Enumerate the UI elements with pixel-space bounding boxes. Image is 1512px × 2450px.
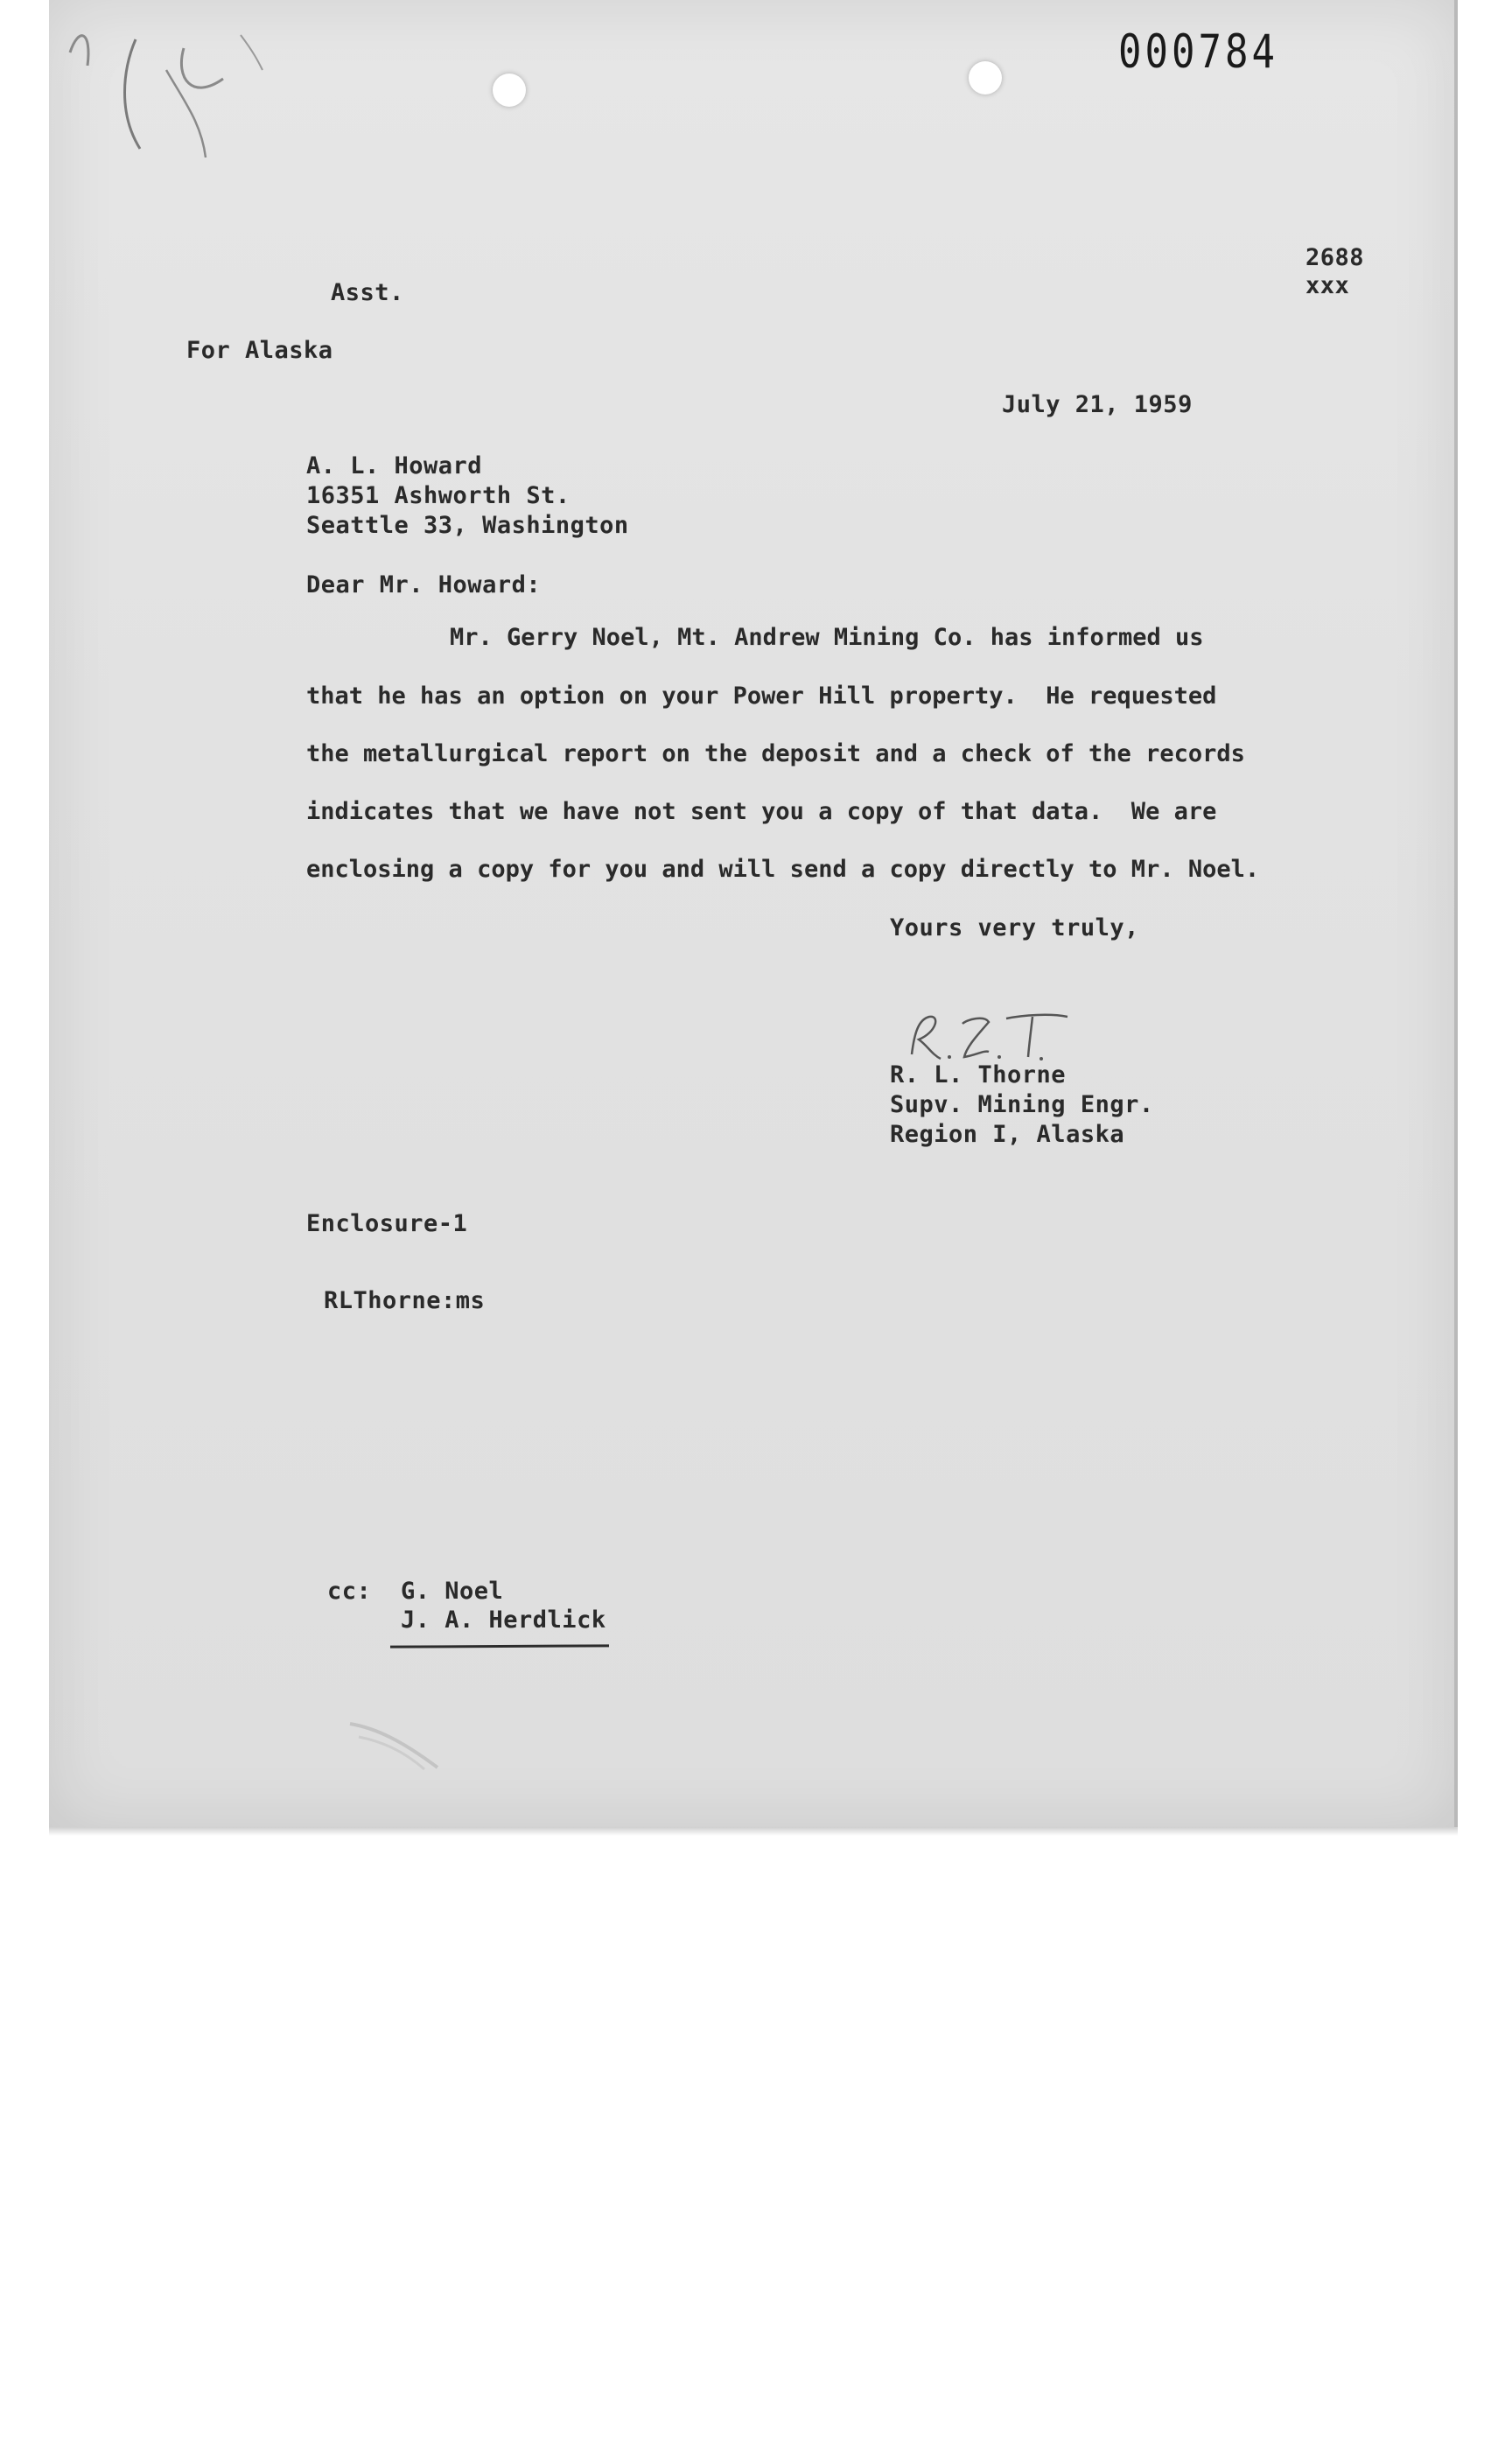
signer-title: Supv. Mining Engr. [890,1091,1154,1118]
recipient-city: Seattle 33, Washington [306,512,629,539]
body-line-3: the metallurgical report on the deposit and a check of the records [306,740,1245,767]
body-line-2: that he has an option on your Power Hill property. He requested [306,682,1217,710]
punch-hole-right [969,61,1002,94]
signature [901,1006,1076,1068]
cc-recipient: G. Noel [401,1578,504,1605]
page-bottom-edge [49,1827,1458,1836]
smudge-mark [341,1706,464,1776]
recipient-name: A. L. Howard [306,452,483,480]
body-line-4: indicates that we have not sent you a copy of that data. We are [306,798,1217,825]
cc-label: cc: [327,1578,372,1605]
file-code-sub: xxx [1306,272,1350,299]
signer-name: R. L. Thorne [890,1061,1067,1088]
document-stamp-number: 000784 [1118,24,1278,80]
reference-initials: RLThorne:ms [324,1287,486,1314]
page-edge [1454,0,1458,1829]
signer-region: Region I, Alaska [890,1121,1125,1148]
cc-recipient: J. A. Herdlick [401,1606,606,1634]
handwritten-corner-mark [52,18,280,184]
salutation: Dear Mr. Howard: [306,571,542,598]
recipient-street: 16351 Ashworth St. [306,482,570,509]
body-line-1: Mr. Gerry Noel, Mt. Andrew Mining Co. has informed us [450,624,1204,651]
routing-asst: Asst. [331,279,404,306]
punch-hole-left [493,74,526,107]
body-line-5: enclosing a copy for you and will send a copy directly to Mr. Noel. [306,856,1260,883]
enclosure-note: Enclosure-1 [306,1210,468,1237]
routing-for-alaska: For Alaska [186,337,333,364]
document-page [49,0,1458,1829]
file-code: 2688 [1306,244,1365,271]
letter-date: July 21, 1959 [1002,391,1193,418]
closing: Yours very truly, [890,914,1139,942]
